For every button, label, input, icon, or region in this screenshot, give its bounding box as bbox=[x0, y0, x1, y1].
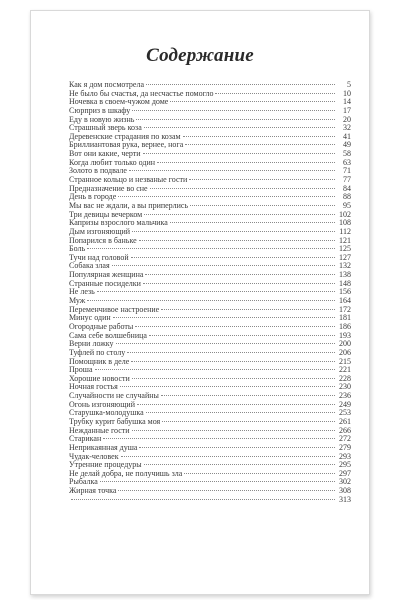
toc-entry-page-number: 63 bbox=[343, 157, 351, 167]
toc-entry-title: Верни ложку bbox=[69, 339, 114, 349]
toc-entry-title: Странное кольцо и незваные гости bbox=[69, 175, 188, 185]
toc-entry-title: Помощник в деле bbox=[69, 356, 130, 366]
toc-entry bbox=[69, 288, 351, 297]
toc-entry-page-number: 186 bbox=[339, 321, 351, 331]
dot-leader bbox=[139, 447, 335, 448]
toc-entry-title: Жирная точка bbox=[69, 486, 117, 496]
toc-entry bbox=[69, 254, 351, 263]
toc-entry-title: Деревенские страдания по козам bbox=[69, 131, 181, 141]
toc-entry-title: Собака злая bbox=[69, 261, 110, 271]
toc-entry-title: Муж bbox=[69, 296, 86, 306]
toc-entry-page-number: 84 bbox=[343, 183, 351, 193]
dot-leader bbox=[161, 309, 335, 310]
dot-leader bbox=[132, 378, 335, 379]
toc-entry bbox=[69, 237, 351, 246]
toc-entry-title: Три девицы вечерком bbox=[69, 209, 143, 219]
toc-entry-page-number: 121 bbox=[339, 235, 351, 245]
toc-entry-title: Как я дом посмотрела bbox=[69, 80, 145, 89]
toc-entry-page-number: 249 bbox=[339, 399, 351, 409]
toc-entry-page-number: 58 bbox=[343, 149, 351, 159]
toc-entry-title: Утренние процедуры bbox=[69, 460, 142, 470]
toc-entry-page-number: 253 bbox=[339, 408, 351, 418]
toc-entry-page-number: 125 bbox=[339, 244, 351, 254]
toc-entry-page-number: 302 bbox=[339, 477, 351, 487]
toc-entry-page-number: 215 bbox=[339, 356, 351, 366]
toc-entry bbox=[69, 487, 351, 496]
dot-leader bbox=[150, 188, 335, 189]
toc-entry-title: Сама себе волшебница bbox=[69, 330, 147, 340]
dot-leader bbox=[95, 369, 336, 370]
dot-leader bbox=[131, 361, 335, 362]
toc-entry bbox=[69, 358, 351, 367]
dot-leader bbox=[143, 153, 335, 154]
toc-entry-page-number: 221 bbox=[339, 365, 351, 375]
toc-entry-title: Старикан bbox=[69, 434, 102, 444]
toc-entry-title: Дым изгоняющий bbox=[69, 226, 131, 236]
page-title: Содержание bbox=[146, 45, 254, 66]
toc-entry-title: Туфлей по столу bbox=[69, 347, 126, 357]
toc-entry-page-number: 164 bbox=[339, 296, 351, 306]
toc-entry-title: Не было бы счастья, да несчастье помогло bbox=[69, 88, 214, 98]
toc-entry-title: Не делай добра, не получишь зла bbox=[69, 468, 183, 478]
toc-entry-title: Попарился в баньке bbox=[69, 235, 137, 245]
toc-entry-page-number: 127 bbox=[339, 252, 351, 262]
toc-entry-page-number: 32 bbox=[343, 123, 351, 133]
toc-entry-title: Случайности не случайны bbox=[69, 391, 159, 401]
toc-entry-title: Боль bbox=[69, 244, 86, 254]
toc-entry-page-number: 297 bbox=[339, 468, 351, 478]
dot-leader bbox=[189, 179, 335, 180]
toc-entry-title: Странные посиделки bbox=[69, 278, 141, 288]
toc-entry-page-number: 156 bbox=[339, 287, 351, 297]
toc-entry-page-number: 5 bbox=[347, 80, 351, 89]
toc-entry-page-number: 266 bbox=[339, 425, 351, 435]
toc-entry-page-number: 293 bbox=[339, 451, 351, 461]
toc-entry-title: Старушка-молодушка bbox=[69, 408, 144, 418]
toc-entry-title: Предназначение во сне bbox=[69, 183, 148, 193]
toc-entry-title: Чудак-человек bbox=[69, 451, 119, 461]
toc-entry-page-number: 77 bbox=[343, 175, 351, 185]
dot-leader bbox=[120, 386, 335, 387]
dot-leader bbox=[116, 343, 335, 344]
toc-entry-title: Капризы взрослого мальчика bbox=[69, 218, 168, 228]
toc-entry bbox=[69, 427, 351, 436]
toc-entry bbox=[69, 470, 351, 479]
dot-leader bbox=[118, 196, 335, 197]
toc-entry-title: Сюрприз в шкафу bbox=[69, 105, 131, 115]
toc-entry-page-number: 193 bbox=[339, 330, 351, 340]
toc-entry-title: Бриллиантовая рука, вернее, нога bbox=[69, 140, 184, 150]
dot-leader bbox=[71, 499, 335, 500]
dot-leader bbox=[132, 231, 335, 232]
dot-leader bbox=[132, 110, 335, 111]
toc-entry-title: Минус один bbox=[69, 313, 111, 323]
toc-entry-page-number: 228 bbox=[339, 373, 351, 383]
toc-entry-page-number: 17 bbox=[343, 105, 351, 115]
dot-leader bbox=[146, 412, 335, 413]
toc-entry-page-number: 272 bbox=[339, 434, 351, 444]
dot-leader bbox=[157, 162, 335, 163]
toc-entry-page-number: 181 bbox=[339, 313, 351, 323]
dot-leader bbox=[190, 205, 335, 206]
toc-entry-page-number: 95 bbox=[343, 200, 351, 210]
toc-entry-title: Проша bbox=[69, 365, 93, 375]
dot-leader bbox=[121, 456, 335, 457]
toc-entry-page-number: 236 bbox=[339, 391, 351, 401]
dot-leader bbox=[161, 395, 335, 396]
dot-leader bbox=[132, 430, 335, 431]
dot-leader bbox=[184, 473, 335, 474]
dot-leader bbox=[183, 136, 335, 137]
toc-entry-title: Хорошие новости bbox=[69, 373, 130, 383]
toc-entry-title: Огонь изгоняющий bbox=[69, 399, 135, 409]
dot-leader bbox=[144, 464, 335, 465]
toc-entry-page-number: 108 bbox=[339, 218, 351, 228]
dot-leader bbox=[162, 421, 335, 422]
toc-entry-title: Нежданные гости bbox=[69, 425, 130, 435]
toc-entry-page-number: 313 bbox=[339, 494, 351, 504]
toc-entry-title: Тучи над головой bbox=[69, 252, 129, 262]
dot-leader bbox=[129, 170, 335, 171]
dot-leader bbox=[87, 300, 335, 301]
toc-entry-page-number: 41 bbox=[343, 131, 351, 141]
toc-entry-page-number: 88 bbox=[343, 192, 351, 202]
toc-entry-page-number: 172 bbox=[339, 304, 351, 314]
toc-entry-title: Страшный зверь коза bbox=[69, 123, 142, 133]
toc-entry-title: Когда любит только один bbox=[69, 157, 156, 167]
toc-entry-title: Популярная женщина bbox=[69, 270, 144, 280]
toc-entry-title: Трубку курит бабушка моя bbox=[69, 416, 161, 426]
toc-entry-title: Золото в подвале bbox=[69, 166, 127, 176]
toc-entry-page-number: 261 bbox=[339, 416, 351, 426]
toc-entry bbox=[69, 306, 351, 315]
toc-entry-title: Еду в новую жизнь bbox=[69, 114, 135, 124]
book-page bbox=[30, 10, 370, 595]
dot-leader bbox=[146, 84, 335, 85]
toc-entry-page-number: 279 bbox=[339, 442, 351, 452]
dot-leader bbox=[103, 438, 335, 439]
toc-entry-title: Ночная гостья bbox=[69, 382, 118, 392]
toc-entry-page-number: 206 bbox=[339, 347, 351, 357]
dot-leader bbox=[87, 248, 335, 249]
toc-entry bbox=[69, 496, 351, 505]
dot-leader bbox=[127, 352, 335, 353]
toc-entry-title: Вот они какие, черти bbox=[69, 149, 141, 159]
dot-leader bbox=[170, 222, 335, 223]
dot-leader bbox=[136, 119, 335, 120]
toc-entry-title: Рыбалка bbox=[69, 477, 98, 487]
toc-entry-page-number: 71 bbox=[343, 166, 351, 176]
toc-entry-title: Неприкаянная душа bbox=[69, 442, 138, 452]
toc-entry-page-number: 49 bbox=[343, 140, 351, 150]
dot-leader bbox=[215, 93, 335, 94]
toc-entry-title: Ночевка в своем-чужом доме bbox=[69, 97, 169, 107]
toc-entry-page-number: 20 bbox=[343, 114, 351, 124]
toc-entry-page-number: 14 bbox=[343, 97, 351, 107]
toc-entry-title: День в городе bbox=[69, 192, 117, 202]
toc-entry-page-number: 138 bbox=[339, 270, 351, 280]
toc-entry-title: Мы вас не ждали, а вы приперлись bbox=[69, 200, 189, 210]
dot-leader bbox=[112, 265, 335, 266]
toc-entry-page-number: 200 bbox=[339, 339, 351, 349]
toc-entry-page-number: 308 bbox=[339, 486, 351, 496]
toc-entry-title: Не лезь bbox=[69, 287, 95, 297]
dot-leader bbox=[144, 127, 335, 128]
dot-leader bbox=[143, 283, 335, 284]
toc-entry-page-number: 295 bbox=[339, 460, 351, 470]
toc-entry-title: Переменчивое настроение bbox=[69, 304, 160, 314]
toc-entry-title: Огородные работы bbox=[69, 321, 134, 331]
dot-leader bbox=[145, 274, 335, 275]
dot-leader bbox=[185, 144, 335, 145]
toc-entry-page-number: 230 bbox=[339, 382, 351, 392]
toc-entry-page-number: 112 bbox=[339, 226, 351, 236]
toc-entry-page-number: 102 bbox=[339, 209, 351, 219]
table-of-contents bbox=[69, 81, 351, 504]
toc-entry-page-number: 148 bbox=[339, 278, 351, 288]
toc-entry bbox=[69, 280, 351, 289]
dot-leader bbox=[139, 240, 335, 241]
toc-entry-page-number: 10 bbox=[343, 88, 351, 98]
dot-leader bbox=[144, 214, 335, 215]
toc-entry-page-number: 132 bbox=[339, 261, 351, 271]
dot-leader bbox=[170, 101, 335, 102]
dot-leader bbox=[135, 326, 335, 327]
dot-leader bbox=[137, 404, 335, 405]
dot-leader bbox=[97, 291, 335, 292]
dot-leader bbox=[113, 317, 335, 318]
dot-leader bbox=[100, 481, 335, 482]
dot-leader bbox=[131, 257, 335, 258]
dot-leader bbox=[118, 490, 335, 491]
dot-leader bbox=[149, 335, 335, 336]
